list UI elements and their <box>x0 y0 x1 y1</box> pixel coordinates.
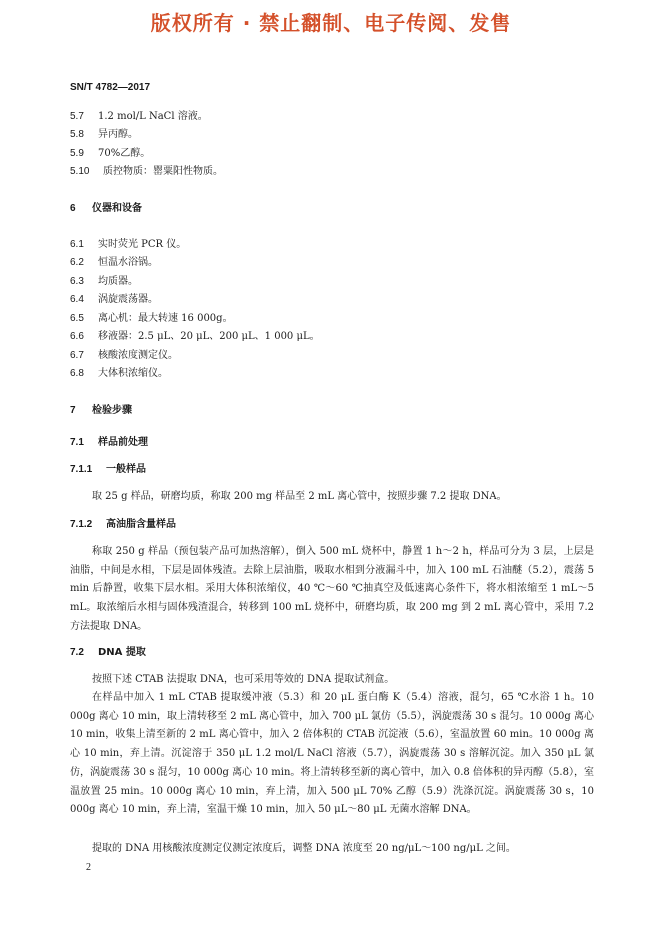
paragraph: 称取 250 g 样品（预包装产品可加热溶解），倒入 500 mL 烧杯中，静置 1 h～2 h，样品可分为 3 层，上层是油脂，中间是水相，下层是固体残渣。去除上层油脂，吸取水相到分液漏斗中，加入 100 mL 石油醚（5.2），震荡 5 min 后静置，收集下层水相。采用大体积浓缩仪，40 ℃～60 ℃抽真空及低速离心条件下，将水相浓缩至 1 mL～5 mL。取浓缩后水相与固体残渣混合，转移到 100 mL 烧杯中，研磨均质，取 200 mg 到 2 mL 离心管中，采用 7.2 方法提取 DNA。 <box>70 546 594 632</box>
section-heading <box>70 202 142 216</box>
subsection-heading <box>70 436 148 450</box>
section-number: 7.2 <box>70 647 84 658</box>
item-number: 5.7 <box>70 111 84 122</box>
item-number: 6.7 <box>70 350 84 361</box>
subsection-heading <box>70 518 176 532</box>
section-title: 检验步骤 <box>92 405 132 416</box>
paragraph: 在样品中加入 1 mL CTAB 提取缓冲液（5.3）和 20 μL 蛋白酶 K（5.4）溶液，混匀，65 ℃水浴 1 h。10 000g 离心 10 min，取上清转移至 2 mL 离心管中，加入 700 μL 氯仿（5.5），涡旋震荡 30 s 混匀。10 000g 离心 10 min，收集上清至新的 2 mL 离心管中，加入 2 倍体积的 CTAB 沉淀液（5.6），室温放置 60 min。10 000g 离心 10 min，弃上清。沉淀溶于 350 μL 1.2 mol/L NaCl 溶液（5.7），涡旋震荡 30 s 溶解沉淀。加入 350 μL 氯仿，涡旋震荡 30 s 混匀，10 000g 离心 10 min。将上清转移至新的离心管中，加入 0.8 倍体积的异丙醇（5.8），室温放置 25 min。10 000g 离心 10 min，弃上清，加入 500 μL 70% 乙醇（5.9）洗涤沉淀。涡旋震荡 30 s，10 000g 离心 10 min，弃上清，室温干燥 10 min，加入 50 μL～80 μL 无菌水溶解 DNA。 <box>70 692 594 816</box>
item-text: 核酸浓度测定仪。 <box>98 350 178 361</box>
paragraph: 取 25 g 样品，研磨均质，称取 200 mg 样品至 2 mL 离心管中，按照步骤 7.2 提取 DNA。 <box>92 491 507 502</box>
item-number: 6.5 <box>70 313 84 324</box>
section-number: 7.1 <box>70 437 84 448</box>
section-title: 高油脂含量样品 <box>106 519 176 530</box>
item-number: 5.8 <box>70 129 84 140</box>
item-text: 70%乙醇。 <box>98 148 151 159</box>
section-number: 6 <box>70 203 76 214</box>
item-number: 5.10 <box>70 166 90 177</box>
item-text: 均质器。 <box>98 276 138 287</box>
list-item <box>70 275 138 289</box>
list-item <box>70 349 178 363</box>
section-heading <box>70 404 132 418</box>
list-item <box>70 110 208 124</box>
item-number: 6.8 <box>70 368 84 379</box>
section-title: 仪器和设备 <box>92 203 142 214</box>
copyright-watermark: 版权所有 · 禁止翻制、电子传阅、发售 <box>150 11 512 35</box>
page-number: 2 <box>86 862 91 873</box>
list-item <box>70 330 320 344</box>
item-text: 涡旋震荡器。 <box>98 294 158 305</box>
list-item <box>70 256 158 270</box>
section-number: 7.1.2 <box>70 519 93 530</box>
item-text: 质控物质：罂粟阳性物质。 <box>103 166 223 177</box>
list-item <box>70 128 138 142</box>
subsection-heading <box>70 646 146 660</box>
section-title: 一般样品 <box>106 464 146 475</box>
item-text: 移液器：2.5 μL、20 μL、200 μL、1 000 μL。 <box>98 331 320 342</box>
item-text: 实时荧光 PCR 仪。 <box>98 239 187 250</box>
item-number: 6.1 <box>70 239 84 250</box>
list-item <box>70 238 186 252</box>
section-title: 样品前处理 <box>98 437 148 448</box>
standard-code: SN/T 4782—2017 <box>70 82 151 93</box>
section-number: 7.1.1 <box>70 464 93 475</box>
item-number: 6.4 <box>70 294 84 305</box>
section-title: DNA 提取 <box>98 647 146 658</box>
section-number: 7 <box>70 405 76 416</box>
item-text: 离心机：最大转速 16 000g。 <box>98 313 233 324</box>
subsection-heading <box>70 463 146 477</box>
paragraph: 按照下述 CTAB 法提取 DNA，也可采用等效的 DNA 提取试剂盒。 <box>92 674 395 685</box>
list-item <box>70 367 168 381</box>
list-item <box>70 293 158 307</box>
list-item <box>70 165 223 179</box>
item-text: 恒温水浴锅。 <box>98 257 158 268</box>
item-text: 异丙醇。 <box>98 129 138 140</box>
list-item <box>70 312 233 326</box>
paragraph: 提取的 DNA 用核酸浓度测定仪测定浓度后，调整 DNA 浓度至 20 ng/μL～100 ng/μL 之间。 <box>92 843 516 854</box>
item-number: 5.9 <box>70 148 84 159</box>
item-number: 6.3 <box>70 276 84 287</box>
item-number: 6.2 <box>70 257 84 268</box>
list-item <box>70 147 150 161</box>
item-text: 1.2 mol/L NaCl 溶液。 <box>98 111 208 122</box>
item-text: 大体积浓缩仪。 <box>98 368 168 379</box>
item-number: 6.6 <box>70 331 84 342</box>
